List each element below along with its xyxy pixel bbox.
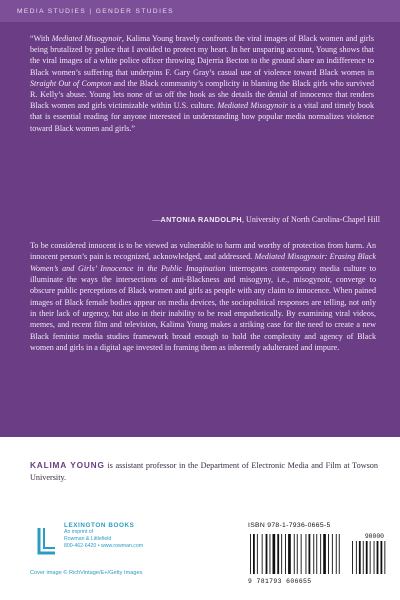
barcode-bar bbox=[309, 534, 311, 574]
barcode-bar bbox=[306, 534, 307, 574]
barcode-bar bbox=[257, 534, 258, 574]
endorsement-quote bbox=[30, 33, 374, 134]
barcode-addon-bar bbox=[374, 541, 375, 574]
divider bbox=[0, 437, 400, 445]
endorser-name: ANTONIA RANDOLPH bbox=[160, 215, 242, 224]
attribution-dash: — bbox=[152, 215, 161, 224]
quote-text-2: and the Black community’s complicity in blaming the Black girls who survived R. Kelly’s abuse. Young lets none of us off the hook as she details the denial of innocence that renders Black women and girls victimizable within U.S. culture. bbox=[30, 78, 374, 111]
barcode-bar bbox=[323, 534, 326, 574]
barcode-bar bbox=[336, 534, 337, 574]
barcode-bar bbox=[253, 534, 255, 574]
endorsement-attribution bbox=[100, 215, 380, 225]
author-bio-text: is assistant professor in the Department of Electronic Media and Film at Towson University. bbox=[30, 461, 378, 482]
quote-text-1: , Kalima Young bravely confronts the viral images of Black women and girls being brutalized by police that I avoided to protect my heart. In her unsparing account, Young shows that the viral images of a white police officer throwing Dajerria Becton to the ground share an indifference to Black women’s suffering that underpins F. Gary Gray’s casual use of violence toward Black women in bbox=[30, 34, 374, 77]
description-text-2: interrogates contemporary media culture to illuminate the ways the intersections of anti-Blackness and misogyny, i.e., misogynoir, converge to obscure public perceptions of Black women and girls as people with any claim to innocence. When pained images of Black female bodies appear on media devices, the sociopolitical responses are telling, not only in their lack of urgency, but also in their inability to be read empathetically. By examining viral videos, memes, and recent film and television, Kalima Young makes a striking case for the need to create a new Black feminist media studies framework broad enough to hold the complexity and agency of Black women and girls in a digital age invested in framing them as inherently adulterated and impure. bbox=[30, 263, 377, 353]
barcode-bar bbox=[273, 534, 276, 574]
barcode-bar bbox=[328, 534, 329, 574]
barcode-addon-bars bbox=[352, 541, 385, 574]
barcode-bar bbox=[297, 534, 298, 574]
barcode-bar bbox=[320, 534, 321, 574]
isbn-barcode bbox=[248, 532, 388, 574]
publisher-contact: 800-462-6420 • www.rowman.com bbox=[64, 543, 144, 549]
publisher-parent: Rowman & Littlefield bbox=[64, 536, 112, 542]
barcode-addon-bar bbox=[384, 541, 385, 574]
quote-book-title: Mediated Misogynoir bbox=[51, 34, 122, 43]
book-description bbox=[30, 240, 376, 353]
endorser-affiliation: , University of North Carolina-Chapel Hill bbox=[241, 215, 380, 224]
description-book-title: Mediated Misogynoir: Erasing Black Women’s and Girls’ Innocence in the Public Imagination bbox=[30, 252, 376, 273]
barcode-bar bbox=[266, 534, 268, 574]
author-bio bbox=[30, 459, 378, 484]
barcode-bar bbox=[270, 534, 271, 574]
barcode-bar bbox=[277, 534, 279, 574]
barcode-addon-bar bbox=[352, 541, 353, 574]
barcode-addon-bar bbox=[381, 541, 383, 574]
barcode-bar bbox=[288, 534, 291, 574]
quote-film-title: Straight Out of Compton bbox=[30, 78, 112, 88]
publisher-name: LEXINGTON BOOKS bbox=[64, 522, 135, 529]
description-text-1: To be considered innocent is to be viewed as vulnerable to harm and worthy of protection from harm. An innocent person’s pain is recognized, acknowledged, and addressed. bbox=[30, 241, 376, 262]
category-label: MEDIA STUDIES | GENDER STUDIES bbox=[17, 8, 174, 15]
barcode-addon-bar bbox=[366, 541, 368, 574]
barcode-bar bbox=[294, 534, 295, 574]
quote-book-title-2: Mediated Misogynoir bbox=[217, 101, 288, 111]
barcode-bar bbox=[281, 534, 282, 574]
barcode-bar bbox=[313, 534, 314, 574]
barcode-bar bbox=[250, 534, 251, 574]
cover-credit: Cover image © RichVintage/E+/Getty Images bbox=[30, 570, 143, 576]
barcode-digits: 9 781793 606655 bbox=[248, 578, 312, 585]
barcode-bar bbox=[285, 534, 286, 574]
barcode-bar bbox=[262, 534, 263, 574]
quote-text-3: is a vital and timely book that is essential reading for anyone interested in understanding how popular media normalizes violence toward Black women and girls.” bbox=[30, 101, 374, 133]
barcode-bar bbox=[301, 534, 302, 574]
barcode-addon-bar bbox=[377, 541, 379, 574]
barcode-addon-bar bbox=[359, 541, 361, 574]
category-band bbox=[0, 0, 400, 22]
publisher-info bbox=[64, 522, 174, 550]
barcode-addon-bar bbox=[363, 541, 364, 574]
quote-open: “With bbox=[30, 34, 52, 43]
price-code: 90000 bbox=[364, 533, 384, 540]
barcode-bar bbox=[316, 534, 317, 574]
barcode-main-bars bbox=[250, 534, 340, 574]
barcode-addon-bar bbox=[370, 541, 371, 574]
author-name: KALIMA YOUNG bbox=[30, 460, 105, 470]
isbn-label: ISBN 978-1-7936-0665-5 bbox=[248, 522, 331, 529]
barcode-addon-bar bbox=[356, 541, 357, 574]
barcode-bar bbox=[332, 534, 333, 574]
lexington-books-logo-icon bbox=[36, 526, 58, 556]
barcode-bar bbox=[339, 534, 340, 574]
publisher-imprint-line: An imprint of bbox=[64, 529, 94, 535]
